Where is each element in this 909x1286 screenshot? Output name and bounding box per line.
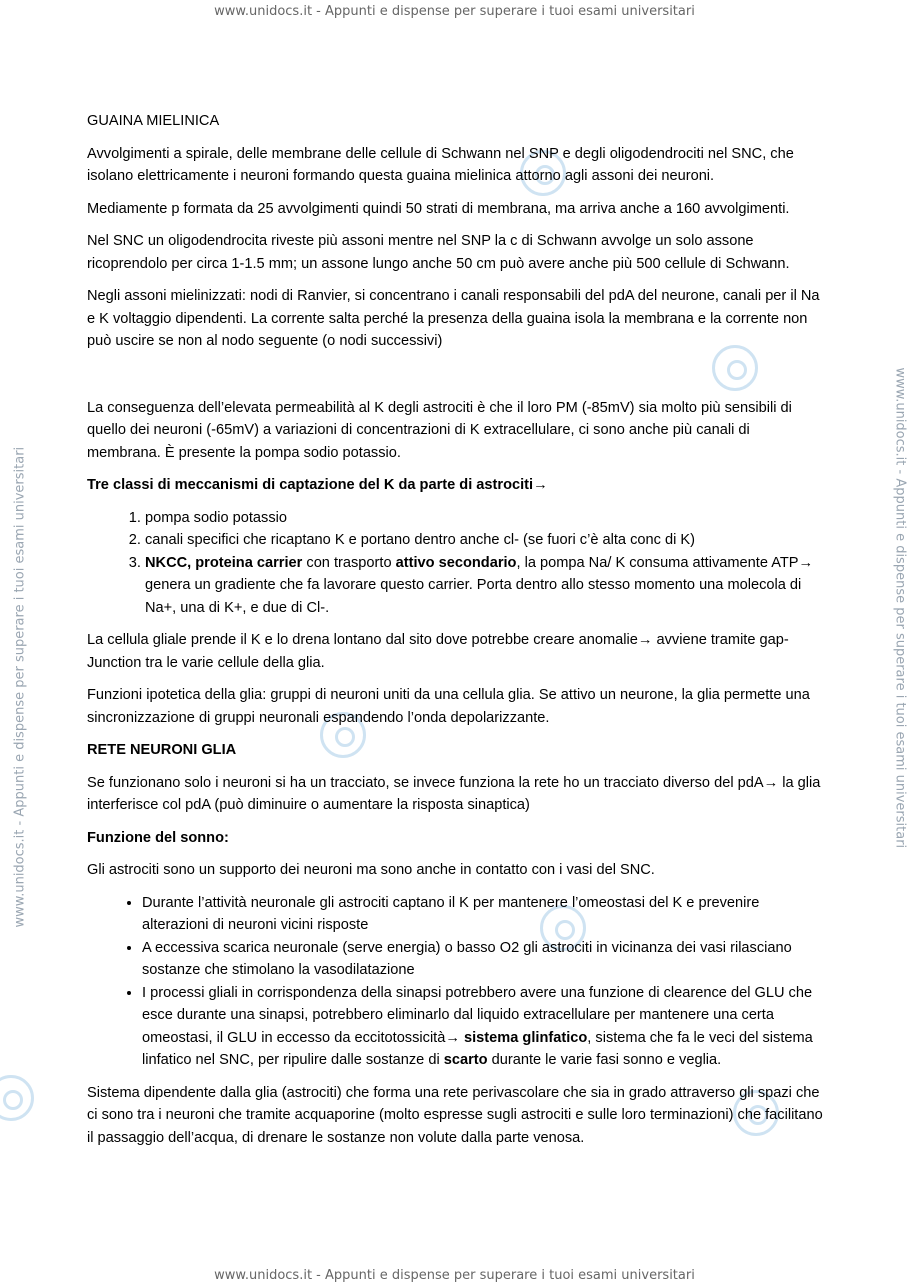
paragraph: Se funzionano solo i neuroni si ha un tracciato, se invece funziona la rete ho un tracciato diverso del pdA→ la glia interferisce col pdA (può diminuire o aumentare la risposta sinaptica) [87, 774, 821, 813]
list-item: 1. pompa sodio potassio [145, 507, 827, 530]
heading-funzione-sonno: Funzione del sonno: [87, 829, 229, 846]
heading-guaina-mielinica: GUAINA MIELINICA [87, 113, 220, 129]
document-body [87, 110, 827, 1159]
list-item: • Durante l’attività neuronale gli astrociti captano il K per mantenere l’omeostasi del K e prevenire alterazioni di neuroni vicini risposte [142, 892, 827, 937]
watermark-left: www.unidocs.it - Appunti e dispense per superare i tuoi esami universitari [12, 446, 28, 928]
list-item: • A eccessiva scarica neuronale (serve energia) o basso O2 gli astrociti in vicinanza dei vasi rilasciano sostanze che stimolano la vasodilatazione [142, 937, 827, 982]
mechanism-list [87, 507, 827, 620]
paragraph: Avvolgimenti a spirale, delle membrane delle cellule di Schwann nel SNP e degli oligodendrociti nel SNC, che isolano elettricamente i neuroni formando questa guaina mielinica attorno agli assoni dei neuroni. [87, 145, 794, 184]
watermark-top: www.unidocs.it - Appunti e dispense per superare i tuoi esami universitari [214, 4, 695, 19]
watermark-logo-icon [0, 1075, 34, 1121]
bullet-list [87, 892, 827, 1072]
list-item: 3. NKCC, proteina carrier con trasporto attivo secondario, la pompa Na/ K consuma attivamente ATP→ genera un gradiente che fa lavorare questo carrier. Porta dentro allo stesso momento una molecola di Na+, una di K+, e due di Cl-. [145, 552, 827, 620]
watermark-bottom: www.unidocs.it - Appunti e dispense per superare i tuoi esami universitari [214, 1268, 695, 1283]
list-item: • I processi gliali in corrispondenza della sinapsi potrebbero avere una funzione di clearence del GLU che esce durante una sinapsi, potrebbero eliminarlo dal liquido extracellulare per mantenere una certa omeostasi, il GLU in eccesso da eccitotossicità→ sistema glinfatico, sistema che fa le veci del sistema linfatico nel SNC, per ripulire dalle sostanze di scarto durante le varie fasi sonno e veglia. [142, 982, 827, 1072]
paragraph: Gli astrociti sono un supporto dei neuroni ma sono anche in contatto con i vasi del SNC. [87, 862, 655, 878]
paragraph: Nel SNC un oligodendrocita riveste più assoni mentre nel SNP la c di Schwann avvolge un solo assone ricoprendolo per circa 1-1.5 mm; un assone lungo anche 50 cm può avere anche più 500 cellule di Schwann. [87, 233, 790, 272]
paragraph: Sistema dipendente dalla glia (astrociti) che forma una rete perivascolare che sia in grado attraverso gli spazi che ci sono tra i neuroni che tramite acquaporine (molto espresse sugli astrociti e sulle loro terminazioni) che facilitano il passaggio dell’acqua, di drenare le sostanze non volute dalla parte venosa. [87, 1084, 823, 1146]
watermark-right: www.unidocs.it - Appunti e dispense per superare i tuoi esami universitari [892, 367, 908, 849]
paragraph: Funzioni ipotetica della glia: gruppi di neuroni uniti da una cellula glia. Se attivo un neurone, la glia permette una sincronizzazione di gruppi neuronali espandendo l’onda depolarizzante. [87, 687, 810, 726]
paragraph: La cellula gliale prende il K e lo drena lontano dal sito dove potrebbe creare anomalie→ avviene tramite gap-Junction tra le varie cellule della glia. [87, 632, 789, 671]
heading-captazione-k: Tre classi di meccanismi di captazione del K da parte di astrociti→ [87, 477, 548, 493]
list-item: 2. canali specifici che ricaptano K e portano dentro anche cl- (se fuori c’è alta conc di K) [145, 529, 827, 552]
heading-rete-neuroni-glia: RETE NEURONI GLIA [87, 742, 237, 758]
paragraph: Negli assoni mielinizzati: nodi di Ranvier, si concentrano i canali responsabili del pdA del neurone, canali per il Na e K voltaggio dipendenti. La corrente salta perché la presenza della guaina isola la membrana e la corrente non può uscire se non al nodo seguente (o nodi successivi) [87, 288, 820, 349]
spacer [87, 363, 827, 397]
paragraph: Mediamente p formata da 25 avvolgimenti quindi 50 strati di membrana, ma arriva anche a 160 avvolgimenti. [87, 200, 790, 217]
paragraph: La conseguenza dell’elevata permeabilità al K degli astrociti è che il loro PM (-85mV) sia molto più sensibili di quello dei neuroni (-65mV) a variazioni di concentrazioni di K extracellulare, ci sono anche più canali di membrana. È presente la pompa sodio potassio. [87, 399, 792, 461]
